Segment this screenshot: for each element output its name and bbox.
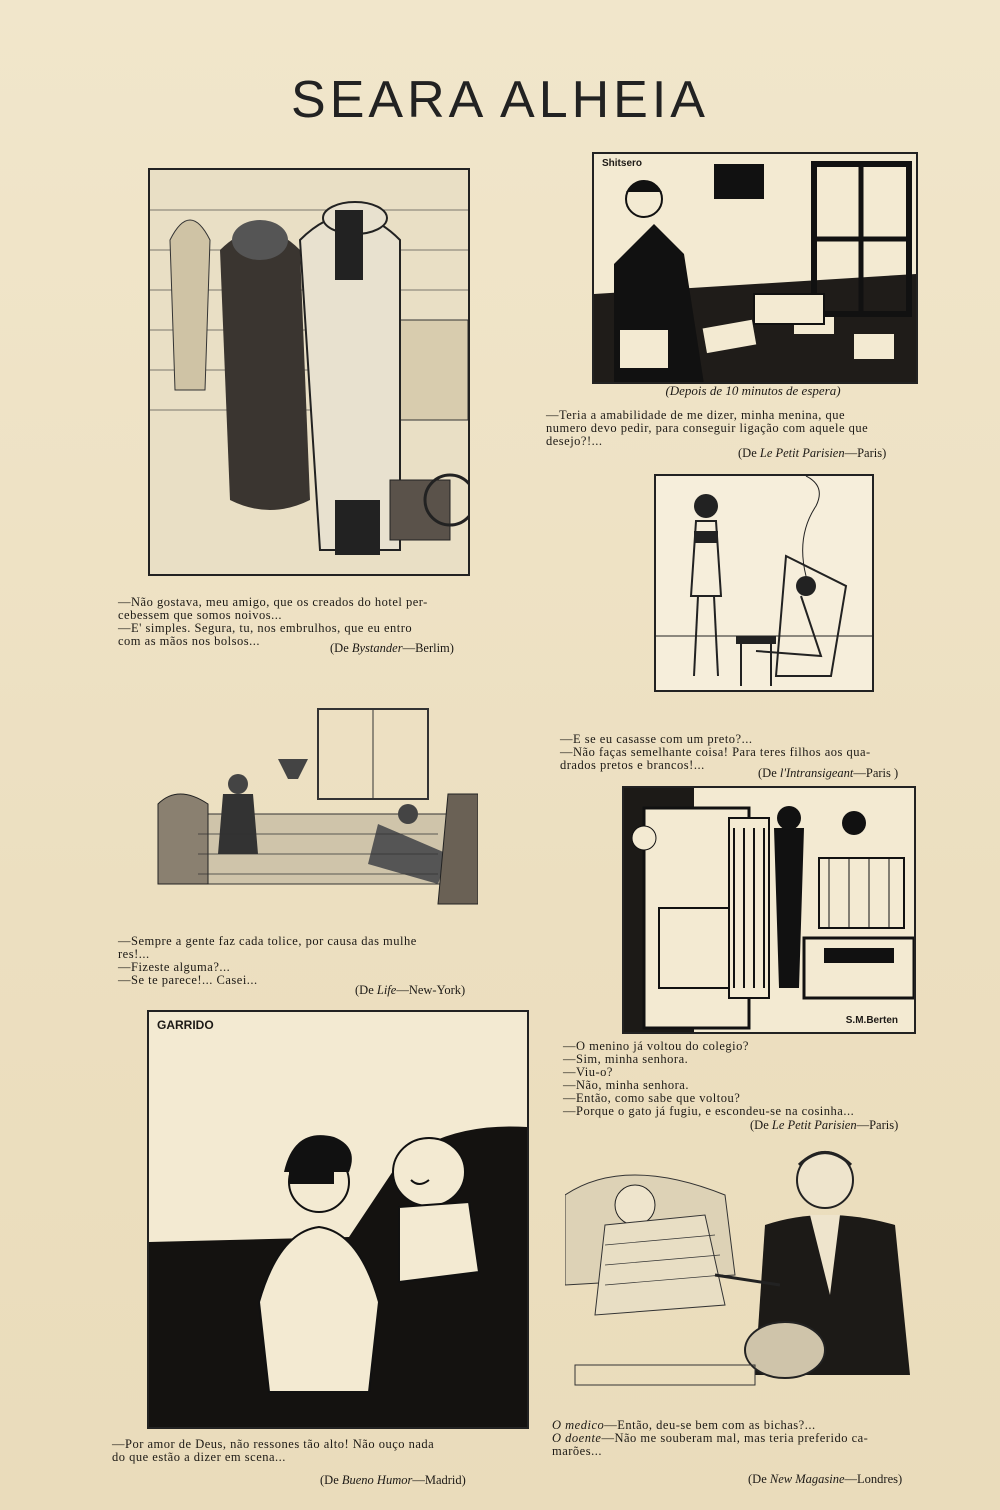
caption-theatre [112, 1438, 532, 1464]
speaker-patient: O doente [552, 1431, 602, 1445]
caption-telephone [546, 409, 966, 448]
cartoon-couple-chair [654, 474, 874, 692]
source-life: (De Life—New-York) [355, 983, 466, 997]
caption-line: res!... [118, 947, 150, 961]
caption-line: —Não gostava, meu amigo, que os creados do hotel per- [118, 595, 428, 609]
source-petit-parisien-2: (De Le Petit Parisien—Paris) [750, 1118, 899, 1132]
caption-doctor [552, 1419, 972, 1458]
telephone-office-illustration [594, 154, 916, 382]
caption-line: —Sim, minha senhora. [563, 1052, 689, 1066]
caption-line: cebessem que somos noivos... [118, 608, 282, 622]
caption-line: —Não faças semelhante coisa! Para teres filhos aos qua- [560, 745, 871, 759]
source-name: l'Intransigeant [779, 766, 854, 780]
cartoon-telephone-office [592, 152, 918, 384]
source-name: Bystander [351, 641, 403, 655]
cartoon-club-men [148, 704, 478, 916]
source-name: Le Petit Parisien [771, 1118, 857, 1132]
caption-line: —Não, minha senhora. [563, 1078, 689, 1092]
speaker-doctor: O medico [552, 1418, 605, 1432]
cartoon-doctor-patient [565, 1135, 925, 1415]
source-name: Life [376, 983, 397, 997]
caption-line: O doente—Não me souberam mal, mas teria preferido ca- [552, 1431, 869, 1445]
source-name: Bueno Humor [341, 1473, 413, 1487]
caption-line: com as mãos nos bolsos... [118, 634, 261, 648]
signature: GARRIDO [157, 1018, 214, 1032]
signature: Shitsero [602, 158, 643, 169]
cartoon-door-cat [622, 786, 916, 1034]
caption-line: —Por amor de Deus, não ressones tão alto! Não ouço nada [112, 1437, 435, 1451]
caption-line: do que estão a dizer em scena... [112, 1450, 286, 1464]
caption-line: drados pretos e brancos!... [560, 758, 705, 772]
caption-line: —Viu-o? [563, 1065, 613, 1079]
caption-line: O medico—Então, deu-se bem com as bichas?... [552, 1418, 816, 1432]
source-bueno-humor: (De Bueno Humor—Madrid) [320, 1473, 466, 1487]
caption-line: —Fizeste alguma?... [118, 960, 231, 974]
caption-line: —Sempre a gente faz cada tolice, por causa das mulhe [118, 934, 417, 948]
subcaption-wait: (Depois de 10 minutos de espera) [665, 383, 841, 398]
door-cat-illustration [624, 788, 914, 1032]
caption-line: —Então, como sabe que voltou? [563, 1091, 741, 1105]
couple-chair-illustration [656, 476, 872, 690]
source-intransigeant: (De l'Intransigeant—Paris ) [758, 766, 899, 780]
caption-line: numero devo pedir, para conseguir ligação com aquele que [546, 421, 869, 435]
caption-line: desejo?!... [546, 434, 603, 448]
caption-line: —Porque o gato já fugiu, e escondeu-se na cosinha... [563, 1104, 855, 1118]
source-new-magasine: (De New Magasine—Londres) [748, 1472, 903, 1486]
source-name: Le Petit Parisien [759, 446, 845, 460]
theatre-couple-illustration [149, 1012, 527, 1427]
cartoon-theatre-couple [147, 1010, 529, 1429]
signature: S.M.Berten [845, 1015, 898, 1026]
cartoon-hotel-couple [148, 168, 470, 576]
source-name: New Magasine [769, 1472, 845, 1486]
source-petit-parisien-1: (De Le Petit Parisien—Paris) [738, 446, 887, 460]
caption-door-cat [563, 1040, 963, 1118]
hotel-couple-illustration [150, 170, 468, 574]
caption-line: —Teria a amabilidade de me dizer, minha menina, que [546, 408, 846, 422]
source-bystander: (De Bystander—Berlim) [330, 641, 454, 655]
caption-line: —E se eu casasse com um preto?... [560, 732, 753, 746]
caption-hotel-couple [118, 596, 518, 648]
caption-club-men [118, 935, 518, 987]
doctor-patient-illustration [565, 1135, 925, 1415]
caption-line: marões... [552, 1444, 602, 1458]
caption-line: —O menino já voltou do colegio? [563, 1039, 749, 1053]
club-men-illustration [148, 704, 478, 916]
caption-line: —Se te parece!... Casei... [118, 973, 258, 987]
page-title: SEARA ALHEIA [291, 71, 709, 129]
caption-line: —E' simples. Segura, tu, nos embrulhos, que eu entro [118, 621, 413, 635]
